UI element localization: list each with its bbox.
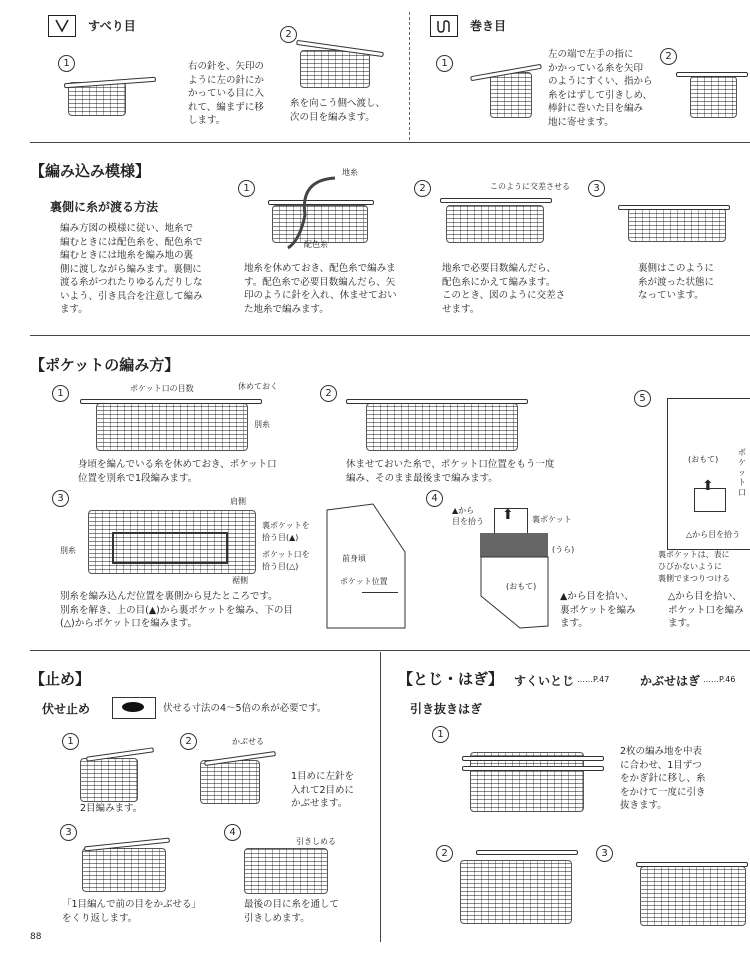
needle-illustration [462,756,604,761]
mattress-stitch-page: ……P.47 [577,675,610,684]
label-inner-pocket-pickup: 裏ポケットを 拾う目(▲) [262,521,310,542]
step-number: 2 [320,385,337,402]
needle-illustration [80,399,262,404]
step-number: 2 [280,26,297,43]
label-pocket-stitch-count: ポケット口の目数 [130,384,194,393]
mattress-stitch-link[interactable]: すくいとじ [514,674,575,688]
step-number: 2 [414,180,431,197]
label-from-triangle-5: △から目を拾う [686,530,741,539]
needle-illustration [676,72,748,77]
label-shoulder-side: 肩側 [230,497,246,506]
arrow-up-icon: ⬆ [702,478,714,494]
bindoff-step2-text: 1目めに左針を 入れて2目めに かぶせます。 [291,771,355,809]
label-inner-pocket: 裏ポケット [532,515,572,524]
label-hem-side: 裾側 [232,576,248,585]
waste-yarn-outline [112,532,228,564]
section-divider [409,12,410,140]
step-number: 1 [432,726,449,743]
label-pocket-mouth-side: ポケット口 [738,448,746,497]
needle-illustration [462,766,604,771]
knit-fabric-illustration [366,403,518,451]
knit-fabric-illustration [640,866,746,926]
vertical-divider [380,652,381,942]
knit-fabric-illustration [446,205,544,243]
three-needle-bindoff-page: ……P.46 [703,675,736,684]
step-number: 1 [238,180,255,197]
label-cross-yarn: このように交差させる [490,182,570,191]
label-omote: (おもて) [506,582,537,591]
label-waste-yarn: 別糸 [254,420,270,429]
bindoff-symbol-icon [122,702,144,712]
step-number: 3 [60,824,77,841]
pocket-step4-text: ▲から目を拾い、 裏ポケットを編み ます。 [560,591,636,629]
pocket-step2-text: 休ませておいた糸で、ポケット口位置をもう一度 編み、そのまま最後まで編みます。 [346,459,555,484]
intarsia-step3-text: 裏側はこのように 糸が渡った状態に なっています。 [638,263,715,301]
section-divider [30,335,750,336]
step-number: 2 [180,733,197,750]
pocket-step1-text: 身頃を編んでいる糸を休めておき、ポケット口 位置を別糸で1段編みます。 [78,459,277,484]
intarsia-step2-text: 地糸で必要目数編んだら、 配色糸にかえて編みます。 このとき、図のように交差さ せます。 [442,263,566,315]
front-body-diagram [480,556,560,632]
bindoff-step3-text: 「1目編んで前の目をかぶせる」 をくり返します。 [62,899,202,924]
label-cover: かぶせる [232,737,264,746]
step-number: 3 [596,845,613,862]
slip-step2-text: 糸を向こう側へ渡し、 次の目を編みます。 [290,98,386,123]
slip-step1-text: 右の針を、矢印の ように左の針にか かっている目に入 れて、編まずに移 します。 [188,61,265,126]
step-number: 2 [660,48,677,65]
bindoff-title: 【止め】 [30,670,91,688]
knit-fabric-illustration [96,403,248,451]
page-number: 88 [30,932,42,942]
label-pocket-position: ポケット位置 [340,577,388,586]
bindoff-note: 伏せる寸法の4～5倍の糸が必要です。 [163,703,327,714]
intarsia-intro-text: 編み方図の模様に従い、地糸で 編むときには配色糸を、配色糸で 編むときには地糸を編み地の裏 側に渡しながら編みます。裏側に 渡る糸がつれたりゆるんだりしな いよう、引き具合を注意して編み ます。 [60,223,203,315]
bindoff-subtitle: 伏せ止め [42,702,91,716]
needle-illustration [618,205,730,210]
label-pickup-from: ▲から 目を拾う [452,506,484,526]
step-number: 3 [52,490,69,507]
joining-title: 【とじ・はぎ】 [398,670,504,688]
knit-fabric-illustration [470,752,584,812]
knit-fabric-illustration [300,50,370,88]
knit-fabric-illustration [82,848,166,892]
step-number: 3 [588,180,605,197]
pocket-position-mark [362,592,398,593]
label-front-body: 前身頃 [342,554,366,563]
bindoff-step1-text: 2目編みます。 [80,803,143,814]
knit-fabric-illustration [690,76,737,118]
step-number: 2 [436,845,453,862]
pocket-note-5: 裏ポケットは、表に ひびかないように 裏側でまつりつける [658,550,730,583]
wrap-step1-text: 左の端で左手の指に かかっている糸を矢印 のようにすくい、指から 糸をはずして引きしめ、 棒針に巻いた目を編み 地に寄せます。 [548,49,653,128]
knit-fabric-illustration [460,860,572,924]
pocket-title: 【ポケットの編み方】 [30,356,180,374]
needle-illustration [636,862,748,867]
label-pull-tight: 引きしめる [296,837,336,846]
slip-stitch-symbol-icon [48,15,76,37]
knit-fabric-illustration [80,758,138,802]
label-ura: (うら) [552,545,575,554]
label-color-yarn: 配色糸 [304,240,328,249]
intarsia-step1-text: 地糸を休めておき、配色糸で編みま す。配色糸で必要目数編んだら、矢 印のように針を入れ、休ませておい た地糸で編みます。 [244,263,397,315]
section-divider [30,650,750,651]
step-number: 5 [634,390,651,407]
step-number: 1 [62,733,79,750]
label-waste-yarn-2: 別糸 [60,546,76,555]
label-ground-yarn: 地糸 [342,168,358,177]
three-needle-bindoff-link[interactable]: かぶせはぎ [640,674,701,688]
pocket-reverse-band [480,533,548,557]
wrap-stitch-symbol-icon [430,15,458,37]
bindoff-step4-text: 最後の目に糸を通して 引きしめます。 [244,899,340,924]
needle-illustration [346,399,528,404]
label-omote-5: (おもて) [688,455,719,464]
label-rest: 休めておく [238,382,278,391]
yarn-illustration [280,170,340,250]
knit-fabric-illustration [628,208,726,242]
step-number: 1 [52,385,69,402]
label-pocket-mouth-pickup: ポケット口を 拾う目(△) [262,550,310,571]
joining-subtitle: 引き抜きはぎ [410,702,483,716]
pocket-step5-text: △から目を拾い、 ポケット口を編み ます。 [668,591,744,629]
front-body-diagram [325,502,407,632]
knit-fabric-illustration [490,72,532,118]
needle-illustration [440,198,552,203]
knit-fabric-illustration [244,848,328,894]
pocket-step3-text: 別糸を編み込んだ位置を裏側から見たところです。 別糸を解き、上の目(▲)から裏ポケットを編み、下の目 (△)からポケット口を編みます。 [60,591,293,629]
joining-step1-text: 2枚の編み地を中表 に合わせ、1目ずつ をかぎ針に移し、糸 をかけて一度に引き 抜きます。 [620,746,706,811]
needle-illustration [476,850,578,855]
section-divider [30,142,750,143]
slip-stitch-title: すべり目 [88,19,136,33]
intarsia-title: 【編み込み模様】 [30,162,151,180]
intarsia-subtitle: 裏側に糸が渡る方法 [50,200,159,214]
knit-fabric-illustration [200,760,260,804]
step-number: 4 [426,490,443,507]
step-number: 1 [58,55,75,72]
arrow-up-icon: ⬆ [502,507,514,523]
step-number: 4 [224,824,241,841]
step-number: 1 [436,55,453,72]
wrap-stitch-title: 巻き目 [470,19,507,33]
